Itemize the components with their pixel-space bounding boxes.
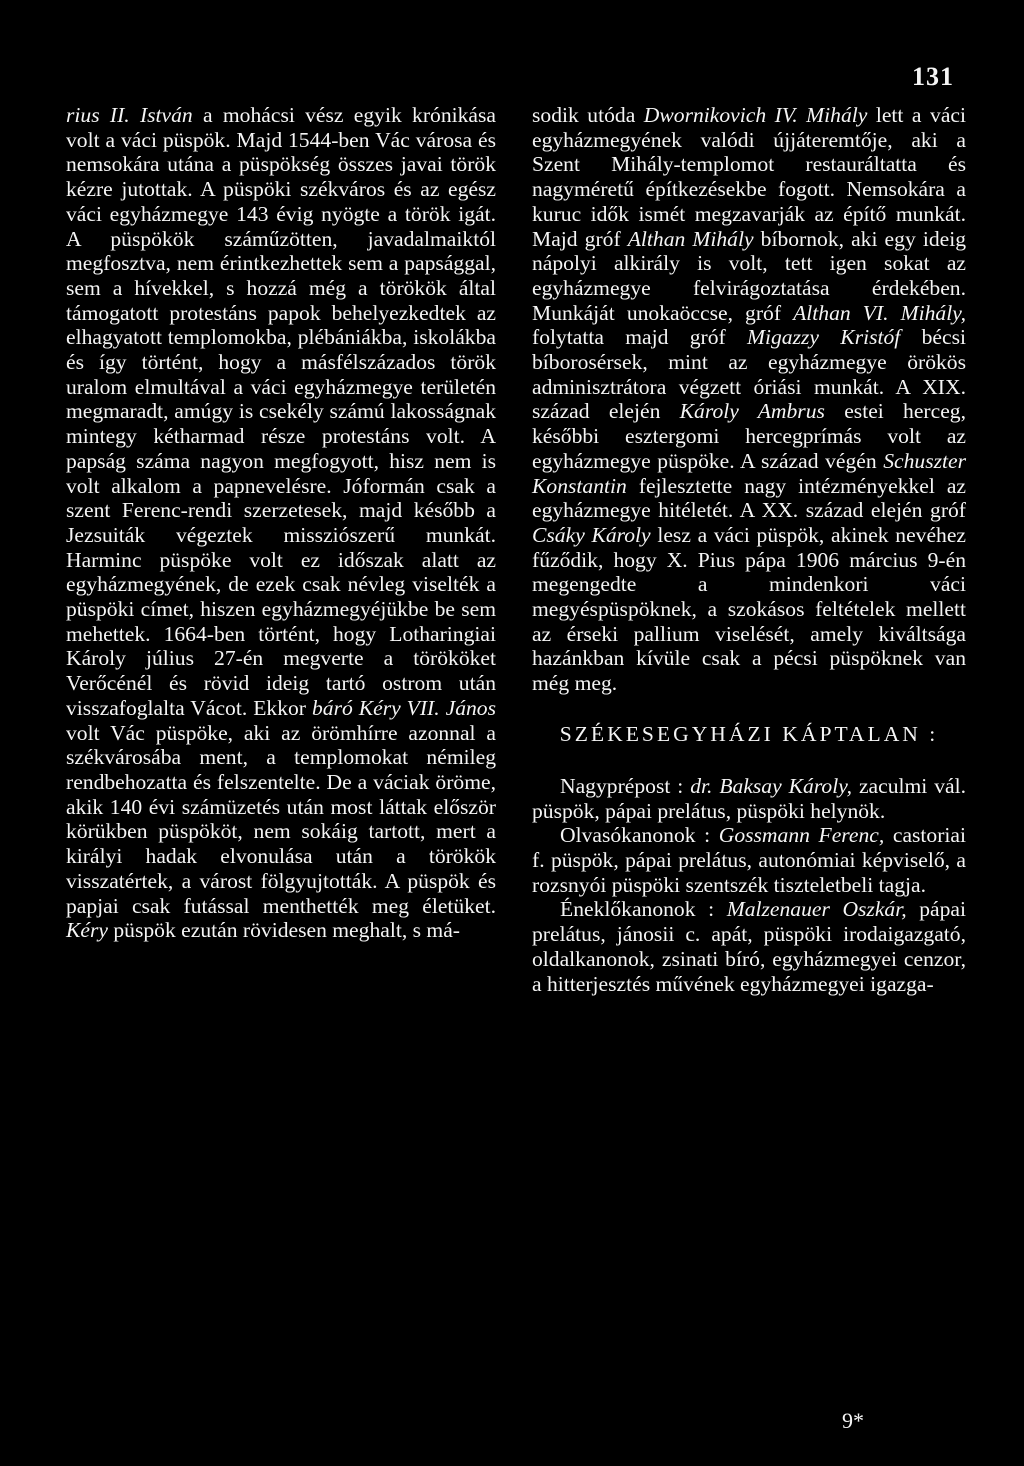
text-run: zaculmi vál. püspök, pápai prelátus, püspöki helynök. — [532, 773, 966, 823]
italic-name-run: dr. Baksay Károly, — [690, 773, 853, 798]
text-run: volt Vác püspöke, aki az örömhírre azonnal a székvárosába ment, a templomokat némileg rendbehozatta és felszentelte. De a váciak öröme, akik 140 évi számüzetés után most láttak először körükben püspököt, nem sokáig tartott, mert a királyi hadak elvonulása után a törökök visszatértek, a várost fölgyujtották. A püspök és papjai csak futással menthették meg életüket. — [66, 720, 496, 918]
text-run: pápai prelátus, jánosii c. apát, püspöki irodaigazgató, oldalkanonok, zsinati bíró, egyházmegyei cenzor, a hitterjesztés művének egyházmegyei igazga- — [532, 897, 966, 996]
page-number: 131 — [912, 62, 954, 91]
printer-signature-mark: 9* — [842, 1408, 864, 1433]
text-run: Éneklőkanonok : — [560, 897, 727, 922]
paragraph — [66, 103, 496, 943]
text-run: castoriai f. püspök, pápai prelátus, autonómiai képviselő, a rozsnyói püspöki szentszék tiszteletbeli tagja. — [532, 823, 967, 897]
text-run: fejlesztette nagy intézményekkel az egyházmegye hitéletét. A XX. század elején gróf — [532, 473, 966, 523]
right-text-column — [532, 103, 966, 996]
chapter-entry — [532, 897, 966, 996]
italic-name-run: Migazzy Kristóf — [747, 325, 901, 350]
text-run: estei herceg, későbbi esztergomi hercegprímás volt az egyházmegye püspöke. A század végén — [532, 399, 966, 473]
italic-name-run: báró Kéry VII. János — [311, 695, 496, 720]
text-run: püspök ezután rövidesen meghalt, s má- — [107, 918, 460, 943]
italic-name-run: Althan Mihály — [627, 226, 754, 251]
italic-name-run: Csáky Károly — [532, 522, 651, 547]
text-run: lesz a váci püspök, akinek nevéhez fűződik, hogy X. Pius pápa 1906 március 9-én megengedte a mindenkori váci megyéspüspöknek, a szokásos feltételek mellett az érseki pallium viselését, amely kiváltsága hazánkban kívüle csak a pécsi püspöknek van még meg. — [532, 522, 966, 696]
paragraph — [532, 103, 966, 696]
chapter-entries — [532, 774, 966, 996]
text-run: Nagyprépost : — [560, 773, 691, 798]
italic-name-run: Károly Ambrus — [679, 399, 825, 424]
text-run: bíbornok, aki egy ideig nápolyi alkirály is volt, tett igen sokat az egyházmegye felvirágoztatása érdekében. Munkáját unokaöccse, gróf — [532, 226, 966, 325]
right-body-text — [532, 103, 966, 696]
italic-name-run: Dwornikovich IV. Mihály — [643, 103, 868, 127]
text-run: a mohácsi vész egyik krónikása volt a váci püspök. Majd 1544-ben Vác városa és nemsokára utána a püspökség összes javai török kézre jutottak. A püspöki székváros és az egész váci egyházmegye 143 évig nyögte a török igát. A püspökök száműzötten, javadalmaiktól megfosztva, nem érintkezhettek sem a papsággal, sem a hívekkel, s hozzá még a törökök által támogatott protestáns papok behelyezkedtek az elhagyatott templomokba, plébániákba, iskolákba és így történt, hogy a másfélszázados török uralom elmultával a váci egyházmegye területén megmaradt, amúgy is csekély számú lakosságnak mintegy kétharmad része protestáns volt. A papság száma nagyon megfogyott, hisz nem is volt alkalom a papnevelésre. Jóformán csak a szent Ferenc-rendi szerzetesek, majd később a Jezsuiták végeztek missziószerű munkát. Harminc püspöke volt ez időszak alatt az egyházmegyének, de ezek csak névleg viselték a püspöki címet, hiszen egyházmegyéjükbe be sem mehettek. 1664-ben történt, hogy Lotharingiai Károly július 27-én megverte a törököket Verőcénél és rövid ideig tartó ostrom után visszafoglalta Vácot. Ekkor — [66, 103, 496, 720]
italic-name-run: rius — [66, 103, 110, 127]
left-body-text — [66, 103, 496, 943]
italic-name-run: Kéry — [66, 918, 108, 943]
chapter-entry — [532, 774, 966, 823]
italic-name-run: Gossmann Ferenc, — [718, 823, 885, 848]
italic-name-run: Althan VI. Mihály, — [793, 300, 966, 325]
text-run: lett a váci egyházmegyének valódi újjáteremtője, aki a Szent Mihály-templomot restauráltatta és nagyméretű építkezésekbe fogott. Nemsokára a kuruc idők ismét megzavarják az építő munkát. Majd gróf — [532, 103, 966, 251]
italic-name-run: II. István — [109, 103, 193, 127]
left-text-column — [66, 103, 496, 943]
text-run: folytatta majd gróf — [532, 325, 748, 350]
section-title: SZÉKESEGYHÁZI KÁPTALAN : — [559, 721, 939, 746]
text-run: bécsi bíborosérsek, mint az egyházmegye örökös adminisztrátora végzett óriási munkát. A XIX. század elején — [532, 325, 966, 424]
text-run: sodik utóda — [532, 103, 644, 127]
text-run: Olvasókanonok : — [560, 823, 719, 848]
chapter-entry — [532, 823, 966, 897]
italic-name-run: Schuszter Konstantin — [532, 448, 966, 498]
italic-name-run: Malzenauer Oszkár, — [726, 897, 907, 922]
